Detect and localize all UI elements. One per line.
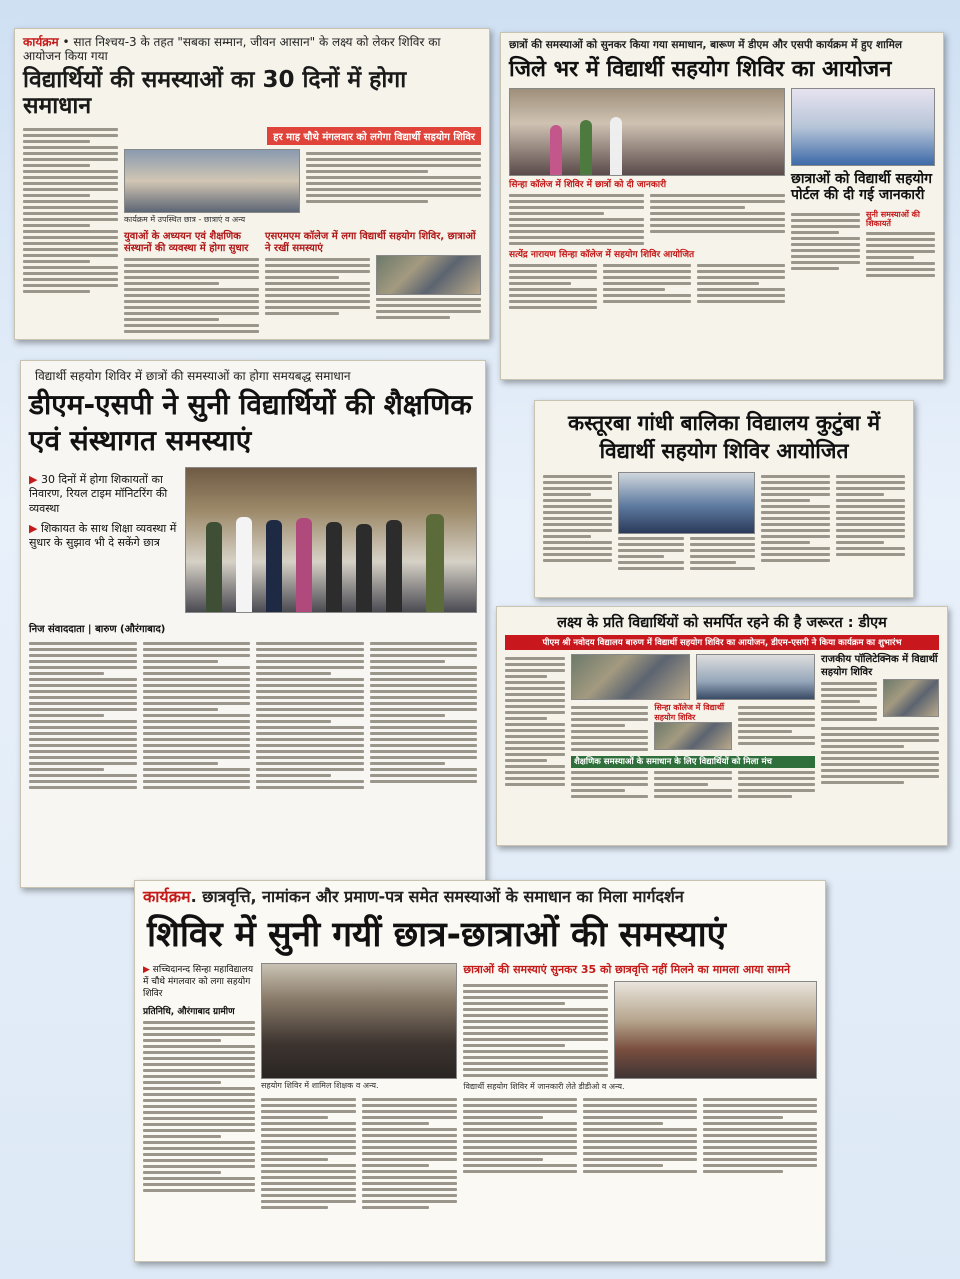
kicker-label: कार्यक्रम — [23, 35, 59, 49]
kicker-text: विद्यार्थी सहयोग शिविर में छात्रों की समस्याओं का होगा समयबद्ध समाधान — [35, 369, 351, 383]
event-photo — [124, 149, 300, 213]
sub-headline: छात्राओं को विद्यार्थी सहयोग पोर्टल की दी गई जानकारी — [791, 171, 933, 203]
photo-caption: कार्यक्रम में उपस्थित छात्र - छात्राएं व अन्य — [124, 215, 246, 225]
news-clipping-5 — [496, 606, 948, 846]
byline: निज संवाददाता | बारुण (औरंगाबाद) — [29, 624, 166, 636]
kicker-text: • सात निश्चय-3 के तहत "सबका सम्मान, जीवन आसान" के लक्ष्य को लेकर शिविर का आयोजन किया गया — [23, 35, 441, 64]
camp-photo — [791, 88, 935, 166]
headline: विद्यार्थियों की समस्याओं का 30 दिनों में होगा समाधान — [23, 66, 407, 119]
navodaya-photo — [571, 654, 690, 700]
dm-sp-group-photo — [185, 467, 477, 613]
ddo-photo — [614, 981, 817, 1079]
kicker-label: कार्यक्रम — [143, 887, 191, 906]
bullet: ▶ सच्चिदानन्द सिन्हा महाविद्यालय में चौथे मंगलवार को लगा सहयोग शिविर — [143, 965, 255, 1000]
subheading-right: एसएमएम कॉलेज में लगा विद्यार्थी सहयोग शिविर, छात्राओं ने रखीं समस्याएं — [265, 230, 476, 254]
news-clipping-3 — [20, 360, 486, 888]
headline: डीएम-एसपी ने सुनी विद्यार्थियों की शैक्षणिक एवं संस्थागत समस्याएं — [29, 388, 472, 458]
kgbv-photo — [618, 472, 756, 534]
badge-2: सत्येंद्र नारायण सिन्हा कॉलेज में सहयोग शिविर आयोजित — [509, 250, 695, 261]
news-clipping-2 — [500, 32, 944, 380]
subheading-sinha: सिन्हा कॉलेज में विद्यार्थी सहयोग शिविर — [654, 703, 725, 722]
kicker-text: छात्रवृत्ति, नामांकन और प्रमाण-पत्र समेत समस्याओं के समाधान का मिला मार्गदर्शन — [202, 887, 684, 906]
headline: लक्ष्य के प्रति विद्यार्थियों को समर्पित रहने की है जरूरत : डीएम — [557, 615, 887, 631]
subheading-platform: शैक्षणिक समस्याओं के समाधान के लिए विद्यार्थियों को मिला मंच — [571, 756, 815, 768]
byline: प्रतिनिधि, औरंगाबाद ग्रामीण — [143, 1007, 235, 1018]
college-photo — [376, 255, 481, 295]
red-banner: पीएम श्री नवोदय विद्यालय बारुण में विद्यार्थी सहयोग शिविर का आयोजन, डीएम-एसपी ने किया कार्यक्रम का शुभारंभ — [505, 635, 939, 650]
sinha-photo — [654, 722, 731, 750]
red-banner: हर माह चौथे मंगलवार को लगेगा विद्यार्थी सहयोग शिविर — [267, 127, 481, 145]
headline: कस्तूरबा गांधी बालिका विद्यालय कुटुंबा में विद्यार्थी सहयोग शिविर आयोजित — [567, 411, 881, 464]
news-clipping-6: कार्यक्रम. छात्रवृत्ति, नामांकन और प्रमाण-पत्र समेत समस्याओं के समाधान का मिला मार्गदर्शन शिविर में सुनी गयीं छात्र-छात्राओं की समस्याएं ▶ सच्चिदानन्द सिन्हा महाविद्यालय में चौथे मंगलवार को लगा सहयोग शिविर प्रतिनिधि, औरंगाबाद ग्रामीण सहयोग शिविर में शामिल शिक्षक व अन्य. छात्राओं की समस्याएं सुनकर 35 को छात्रवृत्ति नहीं मिलने का मामला आया सामने विद्यार्थी सहयोग शिविर में जानकारी लेते डीडीओ व अन्य. — [134, 880, 826, 1262]
news-clipping-1 — [14, 28, 490, 340]
badge: सिन्हा कॉलेज में शिविर में छात्रों को दी जानकारी — [509, 180, 667, 191]
headline: जिले भर में विद्यार्थी सहयोग शिविर का आयोजन — [509, 56, 892, 82]
bullet-2: ▶ शिकायत के साथ शिक्षा व्यवस्था में सुधार के सुझाव भी दे सकेंगे छात्र — [29, 522, 179, 551]
bullet-1: ▶ 30 दिनों में होगा शिकायतों का निवारण, रियल टाइम मॉनिटरिंग की व्यवस्था — [29, 473, 179, 516]
red-subheading: छात्राओं की समस्याएं सुनकर 35 को छात्रवृत्ति नहीं मिलने का मामला आया सामने — [463, 963, 791, 977]
students-photo — [696, 654, 815, 700]
headline: शिविर में सुनी गयीं छात्र-छात्राओं की समस्याएं — [147, 915, 727, 956]
badge-3: सुनी समस्याओं की शिकायतें — [866, 209, 920, 229]
subheading-left: युवाओं के अध्ययन एवं शैक्षणिक संस्थानों की व्यवस्था में होगा सुधार — [124, 230, 249, 254]
kicker-text: छात्रों की समस्याओं को सुनकर किया गया समाधान, बारूण में डीएम और एसपी कार्यक्रम में हुए शामिल — [509, 39, 902, 51]
caption-right: विद्यार्थी सहयोग शिविर में जानकारी लेते डीडीओ व अन्य. — [463, 1081, 625, 1091]
polytechnic-photo — [883, 679, 939, 717]
dm-sp-photo — [509, 88, 785, 176]
seminar-photo — [261, 963, 457, 1079]
news-clipping-4 — [534, 400, 914, 598]
caption-left: सहयोग शिविर में शामिल शिक्षक व अन्य. — [261, 1081, 379, 1091]
subheading-polytechnic: राजकीय पॉलिटेक्निक में विद्यार्थी सहयोग शिविर — [821, 654, 938, 678]
